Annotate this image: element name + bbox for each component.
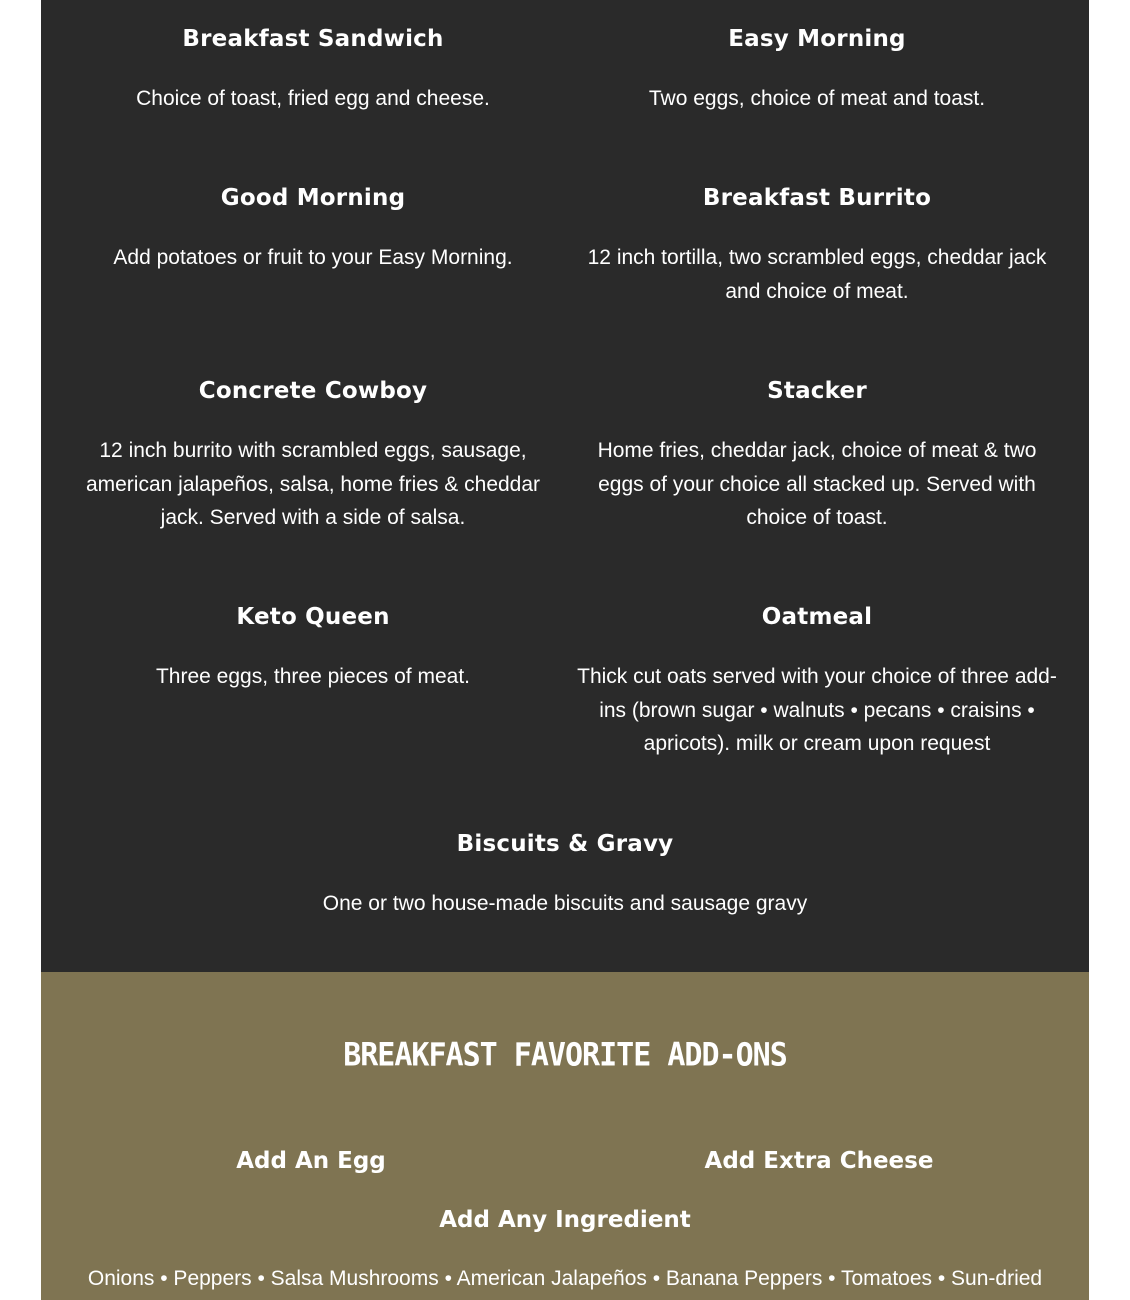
breakfast-menu-section bbox=[41, 0, 1089, 972]
menu-page bbox=[41, 0, 1089, 1300]
menu-item-easy-morning bbox=[577, 24, 1057, 116]
menu-item-title: Keto Queen bbox=[236, 604, 390, 630]
menu-item-description: 12 inch burrito with scrambled eggs, sausage, american jalapeños, salsa, home fries & cheddar jack. Served with a side of salsa. bbox=[85, 439, 541, 529]
menu-item-title: Easy Morning bbox=[728, 26, 906, 52]
addon-extra-cheese: Add Extra Cheese bbox=[704, 1148, 934, 1174]
menu-item-stacker bbox=[577, 376, 1057, 535]
menu-item-oatmeal bbox=[577, 602, 1057, 761]
menu-item-breakfast-sandwich bbox=[81, 24, 545, 116]
menu-item-keto-queen bbox=[81, 602, 545, 694]
addon-egg: Add An Egg bbox=[236, 1148, 386, 1174]
menu-item-description: Thick cut oats served with your choice of three add-ins (brown sugar • walnuts • pecans • craisins • apricots). milk or cream upon request bbox=[577, 665, 1057, 755]
menu-item-description: Home fries, cheddar jack, choice of meat & two eggs of your choice all stacked up. Served with choice of toast. bbox=[597, 439, 1037, 529]
menu-item-concrete-cowboy bbox=[81, 376, 545, 535]
addons-section-title: BREAKFAST FAVORITE ADD-ONS bbox=[343, 1036, 787, 1075]
menu-item-title: Oatmeal bbox=[761, 604, 873, 630]
menu-item-description: Three eggs, three pieces of meat. bbox=[155, 665, 470, 688]
menu-item-title: Stacker bbox=[767, 378, 867, 404]
menu-item-good-morning bbox=[81, 183, 545, 275]
menu-item-breakfast-burrito bbox=[577, 183, 1057, 308]
menu-item-title: Breakfast Burrito bbox=[702, 185, 932, 211]
addon-any-ingredient: Add Any Ingredient bbox=[439, 1207, 691, 1233]
menu-item-biscuits-gravy bbox=[241, 829, 889, 921]
menu-item-description: Add potatoes or fruit to your Easy Morning. bbox=[113, 246, 513, 269]
menu-item-description: 12 inch tortilla, two scrambled eggs, cheddar jack and choice of meat. bbox=[587, 246, 1047, 303]
menu-item-title: Biscuits & Gravy bbox=[456, 831, 674, 857]
menu-item-title: Concrete Cowboy bbox=[198, 378, 428, 404]
addons-section bbox=[41, 972, 1089, 1300]
menu-item-description: Choice of toast, fried egg and cheese. bbox=[136, 87, 490, 110]
ingredient-list: Onions • Peppers • Salsa Mushrooms • American Jalapeños • Banana Peppers • Tomatoes • Sun-dried bbox=[87, 1267, 1043, 1290]
menu-item-title: Good Morning bbox=[220, 185, 406, 211]
menu-item-description: Two eggs, choice of meat and toast. bbox=[648, 87, 986, 110]
menu-item-title: Breakfast Sandwich bbox=[182, 26, 444, 52]
menu-item-description: One or two house-made biscuits and sausage gravy bbox=[322, 892, 808, 915]
